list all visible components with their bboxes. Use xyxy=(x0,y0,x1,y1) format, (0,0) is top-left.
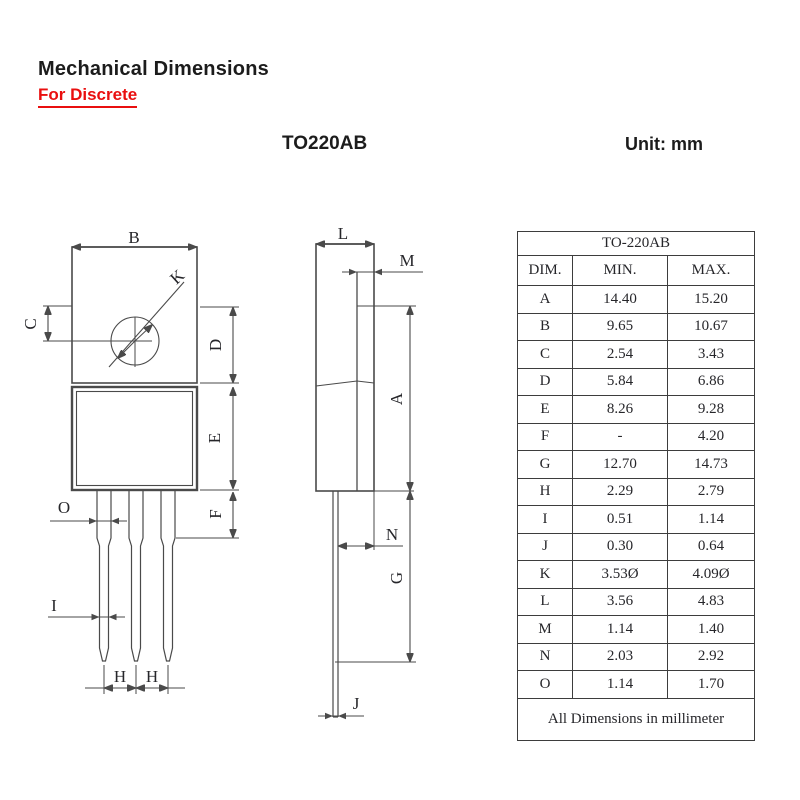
table-row xyxy=(518,643,755,671)
package-name: TO220AB xyxy=(282,133,368,154)
dim-cell: J xyxy=(518,533,573,561)
m-arrow-left xyxy=(349,269,357,275)
dim-label-b: B xyxy=(128,228,140,247)
parting-line xyxy=(316,381,374,386)
dim-label-h-left: H xyxy=(113,667,127,686)
side-view xyxy=(316,224,423,719)
table-row xyxy=(518,286,755,314)
dim-cell: E xyxy=(518,396,573,424)
dim-label-i: I xyxy=(51,596,57,615)
dim-label-d: D xyxy=(206,338,225,352)
min-cell: 5.84 xyxy=(573,368,668,396)
max-cell: 2.79 xyxy=(668,478,755,506)
dim-label-m: M xyxy=(399,251,415,270)
table-header-row xyxy=(518,256,755,286)
max-cell: 9.28 xyxy=(668,396,755,424)
min-cell: 9.65 xyxy=(573,313,668,341)
i-arrow-left xyxy=(92,614,100,620)
min-cell: 2.03 xyxy=(573,643,668,671)
dim-label-n: N xyxy=(385,525,399,544)
dim-cell: M xyxy=(518,616,573,644)
dim-cell: A xyxy=(518,286,573,314)
table-row xyxy=(518,313,755,341)
min-cell: 3.56 xyxy=(573,588,668,616)
dim-cell: F xyxy=(518,423,573,451)
dim-cell: G xyxy=(518,451,573,479)
col-header-dim: DIM. xyxy=(518,256,573,286)
min-cell: 14.40 xyxy=(573,286,668,314)
min-cell: - xyxy=(573,423,668,451)
min-cell: 3.53Ø xyxy=(573,561,668,589)
m-arrow-right xyxy=(374,269,382,275)
body-outline xyxy=(72,387,197,490)
max-cell: 2.92 xyxy=(668,643,755,671)
lead-2 xyxy=(129,490,143,661)
dim-cell: O xyxy=(518,671,573,699)
lead-3 xyxy=(161,490,175,661)
j-arrow-right xyxy=(338,713,346,719)
dimension-table xyxy=(517,231,755,741)
i-arrow-right xyxy=(109,614,117,620)
dim-label-f: F xyxy=(206,509,225,519)
dim-cell: B xyxy=(518,313,573,341)
table-row xyxy=(518,671,755,699)
max-cell: 4.83 xyxy=(668,588,755,616)
dim-label-e: E xyxy=(205,432,224,444)
o-arrow-left xyxy=(89,518,97,524)
table-row xyxy=(518,368,755,396)
dim-label-o: O xyxy=(57,498,71,517)
max-cell: 1.40 xyxy=(668,616,755,644)
dimension-table-body xyxy=(518,286,755,699)
table-row xyxy=(518,506,755,534)
table-footer-row xyxy=(518,698,755,740)
dim-label-k: K xyxy=(166,265,189,289)
dim-cell: N xyxy=(518,643,573,671)
table-row xyxy=(518,616,755,644)
dim-cell: H xyxy=(518,478,573,506)
k-arrow-down xyxy=(118,341,136,359)
front-view xyxy=(21,228,239,694)
col-header-min: MIN. xyxy=(573,256,668,286)
min-cell: 1.14 xyxy=(573,671,668,699)
page-subtitle: For Discrete xyxy=(38,85,137,108)
page-title: Mechanical Dimensions xyxy=(38,58,269,80)
table-row xyxy=(518,341,755,369)
j-arrow-left xyxy=(325,713,333,719)
max-cell: 10.67 xyxy=(668,313,755,341)
max-cell: 6.86 xyxy=(668,368,755,396)
max-cell: 0.64 xyxy=(668,533,755,561)
table-row xyxy=(518,561,755,589)
min-cell: 2.29 xyxy=(573,478,668,506)
o-arrow-right xyxy=(111,518,119,524)
max-cell: 14.73 xyxy=(668,451,755,479)
min-cell: 0.30 xyxy=(573,533,668,561)
min-cell: 2.54 xyxy=(573,341,668,369)
dim-label-g: G xyxy=(387,571,406,585)
table-title-row xyxy=(518,232,755,256)
table-row xyxy=(518,533,755,561)
table-footer-note: All Dimensions in millimeter xyxy=(518,698,755,740)
dim-cell: L xyxy=(518,588,573,616)
dim-label-c: C xyxy=(21,318,40,330)
dim-cell: K xyxy=(518,561,573,589)
max-cell: 4.20 xyxy=(668,423,755,451)
body-inner-outline xyxy=(77,392,193,486)
table-row xyxy=(518,423,755,451)
max-cell: 15.20 xyxy=(668,286,755,314)
table-row xyxy=(518,478,755,506)
max-cell: 1.70 xyxy=(668,671,755,699)
lead-1 xyxy=(97,490,111,661)
min-cell: 8.26 xyxy=(573,396,668,424)
dim-label-l: L xyxy=(337,224,349,243)
min-cell: 0.51 xyxy=(573,506,668,534)
table-row xyxy=(518,588,755,616)
unit-label: Unit: mm xyxy=(625,134,703,154)
dim-cell: I xyxy=(518,506,573,534)
k-leader-line xyxy=(109,282,184,367)
side-outline xyxy=(316,244,374,491)
min-cell: 1.14 xyxy=(573,616,668,644)
max-cell: 3.43 xyxy=(668,341,755,369)
table-row xyxy=(518,451,755,479)
table-title: TO-220AB xyxy=(518,232,755,256)
dim-cell: D xyxy=(518,368,573,396)
max-cell: 4.09Ø xyxy=(668,561,755,589)
dim-label-h-right: H xyxy=(145,667,159,686)
dim-label-j: J xyxy=(352,694,360,713)
dim-label-a: A xyxy=(387,392,406,406)
col-header-max: MAX. xyxy=(668,256,755,286)
max-cell: 1.14 xyxy=(668,506,755,534)
min-cell: 12.70 xyxy=(573,451,668,479)
table-row xyxy=(518,396,755,424)
dim-cell: C xyxy=(518,341,573,369)
